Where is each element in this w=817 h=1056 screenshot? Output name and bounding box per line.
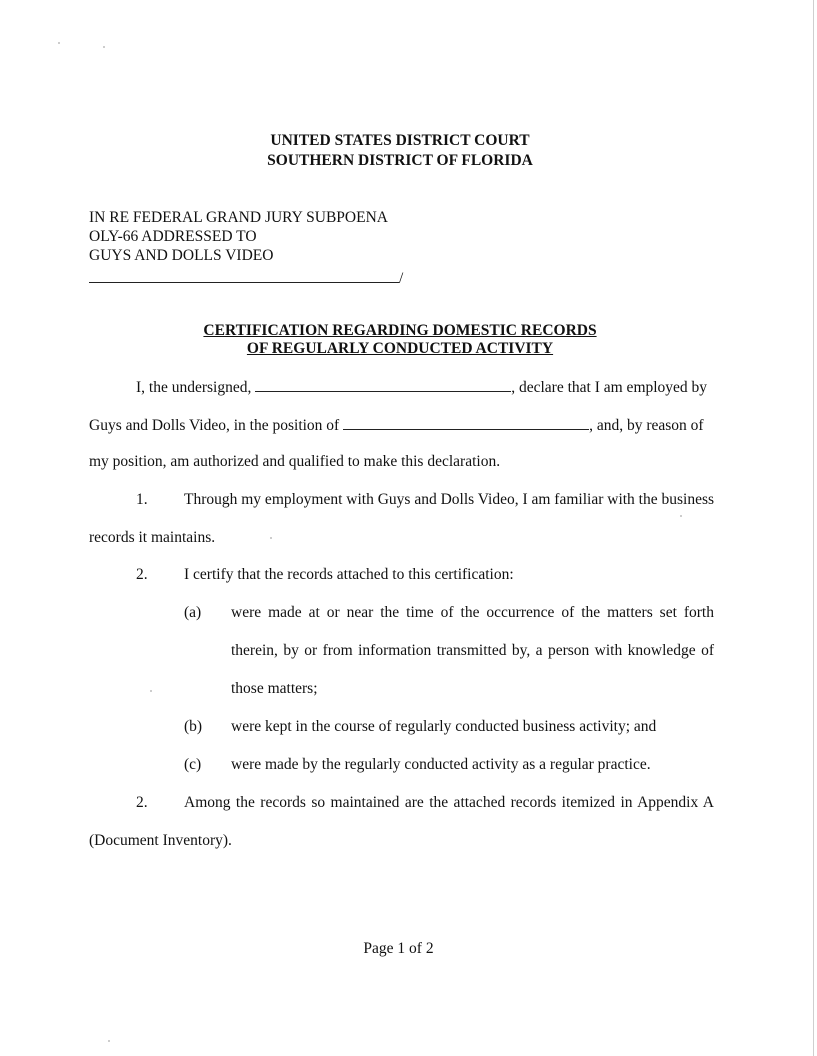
- scan-speck: [58, 42, 60, 44]
- caption-line-2: OLY-66 ADDRESSED TO: [89, 228, 257, 245]
- intro-line-1: [136, 377, 707, 397]
- intro-line-3: my position, am authorized and qualified to make this declaration.: [89, 453, 501, 470]
- item-3-text: Among the records so maintained are the attached records itemized in Appendix A: [184, 794, 714, 811]
- intro-position: Guys and Dolls Video, in the position of: [89, 417, 340, 434]
- certification-title: CERTIFICATION REGARDING DOMESTIC RECORDS: [203, 322, 597, 339]
- scan-speck: [270, 537, 272, 539]
- caption-rule: [89, 268, 403, 288]
- scan-speck: [108, 1040, 110, 1042]
- sub-b-label: (b): [184, 718, 203, 735]
- item-1-text-cont: records it maintains.: [89, 529, 216, 546]
- sub-a-label: (a): [184, 604, 202, 621]
- position-blank-line[interactable]: [343, 415, 589, 430]
- scan-speck: [680, 515, 682, 517]
- caption-slash: /: [399, 270, 404, 287]
- item-3-text-cont: (Document Inventory).: [89, 832, 232, 849]
- intro-line-2: [89, 415, 704, 435]
- court-name: UNITED STATES DISTRICT COURT: [270, 132, 530, 149]
- certification-subtitle: OF REGULARLY CONDUCTED ACTIVITY: [246, 340, 554, 357]
- caption-line-3: GUYS AND DOLLS VIDEO: [89, 247, 274, 264]
- scan-edge: [813, 0, 814, 1056]
- caption-line-1: IN RE FEDERAL GRAND JURY SUBPOENA: [89, 209, 388, 226]
- scan-speck: [103, 46, 105, 48]
- intro-reason: , and, by reason of: [589, 417, 704, 434]
- scan-speck: [150, 690, 152, 692]
- item-2-text: I certify that the records attached to this certification:: [184, 566, 514, 583]
- court-district: SOUTHERN DISTRICT OF FLORIDA: [267, 152, 533, 169]
- sub-c-label: (c): [184, 756, 202, 773]
- sub-a-line-1: were made at or near the time of the occurrence of the matters set forth: [231, 604, 714, 621]
- intro-employed: , declare that I am employed by: [511, 379, 708, 396]
- page-number: Page 1 of 2: [363, 940, 434, 957]
- item-1-number: 1.: [136, 491, 148, 508]
- sub-a-line-2: therein, by or from information transmitted by, a person with knowledge of: [231, 642, 714, 659]
- item-3-number: 2.: [136, 794, 148, 811]
- item-2-number: 2.: [136, 566, 148, 583]
- sub-b-text: were kept in the course of regularly conducted business activity; and: [231, 718, 657, 735]
- caption-underline: [89, 268, 399, 283]
- sub-a-line-3: those matters;: [231, 680, 318, 697]
- name-blank-line[interactable]: [255, 377, 511, 392]
- intro-undersigned: I, the undersigned,: [136, 379, 252, 396]
- sub-c-text: were made by the regularly conducted activity as a regular practice.: [231, 756, 651, 773]
- item-1-text: Through my employment with Guys and Dolls Video, I am familiar with the business: [184, 491, 715, 508]
